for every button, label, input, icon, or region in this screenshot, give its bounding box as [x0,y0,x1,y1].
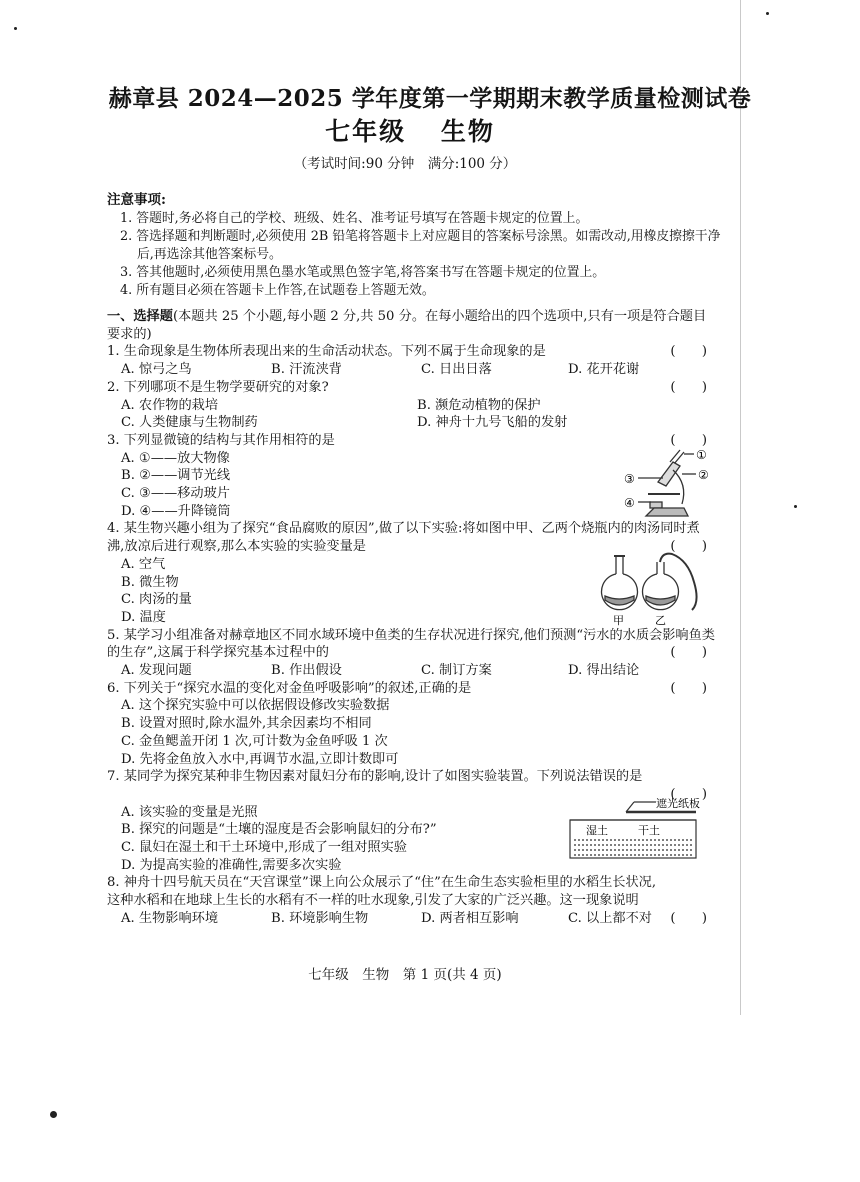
notice-item: 3. 答其他题时,必须使用黑色墨水笔或黑色签字笔,将答案书写在答题卡规定的位置上。 [120,265,606,280]
option-d: D. ④——升降镜筒 [121,503,231,519]
page-footer: 七年级 生物 第 1 页(共 4 页) [308,967,502,983]
soil-label-wet: 湿土 [586,824,608,837]
option-row [107,414,717,432]
question-stem: 7. 某同学为探究某种非生物因素对鼠妇分布的影响,设计了如图实验装置。下列说法错误的是 [107,769,643,785]
option-row [107,662,717,680]
option-row [107,910,717,928]
option-d: D. 神舟十九号飞船的发射 [417,415,568,431]
exam-title: 赫章县 2024—2025 学年度第一学期期末教学质量检测试卷 [108,85,752,112]
option-c: C. 日出日落 [421,362,492,378]
mirror [650,502,662,508]
question-stem: 5. 某学习小组准备对赫章地区不同水域环境中鱼类的生存状况进行探究,他们预测“污水的水质会影响鱼类的生存”,这属于科学探究基本过程中的 [107,627,715,661]
question-stem: 2. 下列哪项不是生物学要研究的对象? [107,379,329,395]
scan-speck [766,12,769,15]
option-c: C. 金鱼鳃盖开闭 1 次,可计数为金鱼呼吸 1 次 [121,733,388,749]
question-6 [107,680,717,769]
answer-blank: ( ) [670,432,707,448]
option-a: A. 发现问题 [121,663,192,679]
grade-subject [0,112,820,148]
label-4: ④ [624,496,635,510]
option-a: A. 这个探究实验中可以依据假设修改实验数据 [121,698,390,714]
option-a: A. 农作物的栽培 [121,397,219,413]
leader-line [626,802,634,812]
question-stem: 4. 某生物兴趣小组为了探究“食品腐败的原因”,做了以下实验:将如图中甲、乙两个烧瓶内的肉汤同时煮沸,放凉后进行观察,那么本实验的实验变量是 [107,521,700,555]
answer-blank: ( ) [670,786,707,802]
label-1: ① [696,448,707,462]
scan-speck [50,1111,57,1118]
notice-item: 1. 答题时,务必将自己的学校、班级、姓名、准考证号填写在答题卡规定的位置上。 [120,211,589,226]
option-b: B. 作出假设 [271,663,342,679]
option-a: A. 空气 [121,556,166,572]
label-3: ③ [624,472,635,486]
section-description: (本题共 25 个小题,每小题 2 分,共 50 分。在每小题给出的四个选项中,只有一项是符合题目要求的) [107,309,707,342]
option-b: B. 汗流浃背 [271,362,342,378]
section-label: 一、选择题 [107,309,173,324]
question-1 [107,343,717,378]
eyepiece-tube [670,450,680,462]
notice-heading: 注意事项: [107,192,166,208]
question-stem: 6. 下列关于“探究水温的变化对金鱼呼吸影响”的叙述,正确的是 [107,680,472,696]
broth-yi [646,596,675,605]
label-2: ② [698,468,709,482]
option-c: C. 以上都不对 [568,910,652,926]
option-c: C. 鼠妇在湿土和干土环境中,形成了一组对照实验 [121,840,407,856]
question-2 [107,379,717,432]
notice-block [107,188,727,300]
notice-item: 2. 答选择题和判断题时,必须使用 2B 铅笔将答题卡上对应题目的答案标号涂黑。如需改动,用橡皮擦擦干净后,再选涂其他答案标号。 [120,229,721,262]
soil-label-dry: 干土 [638,824,660,837]
eyepiece-tube [674,452,684,464]
exam-meta: （考试时间:90 分钟 满分:100 分） [293,156,517,172]
option-c: C. ③——移动玻片 [121,486,230,502]
option-d: D. 花开花谢 [568,362,640,378]
notice-item: 4. 所有题目必须在答题卡上作答,在试题卷上答题无效。 [120,283,435,298]
question-stem: 3. 下列显微镜的结构与其作用相符的是 [107,432,335,448]
option-d: D. 为提高实验的准确性,需要多次实验 [121,857,342,873]
section-heading [107,308,717,343]
option-c: C. 肉汤的量 [121,592,192,608]
woodlouse-setup-figure [556,798,716,862]
option-c: C. 制订方案 [421,663,492,679]
option-b: B. 微生物 [121,574,179,590]
option-d: D. 温度 [121,609,166,625]
answer-blank: ( ) [670,645,707,661]
base [646,508,688,516]
subject-label: 生物 [440,117,495,146]
option-a: A. ①——放大物像 [121,450,230,466]
question-stem: 8. 神舟十四号航天员在“天宫课堂”课上向公众展示了“住”在生命生态实验柜里的水稻生长状况,这种水稻和在地球上生长的水稻有不一样的吐水现象,引发了大家的广泛兴趣。这一现象说明 [107,875,657,909]
option-d: D. 先将金鱼放入水中,再调节水温,立即计数即可 [121,751,399,767]
option-row [107,397,717,415]
flask-figure [596,552,708,626]
scan-speck [794,505,797,508]
answer-blank: ( ) [670,379,707,395]
option-b: B. 探究的问题是“土壤的湿度是否会影响鼠妇的分布?” [121,822,437,838]
answer-blank: ( ) [670,539,707,555]
answer-blank: ( ) [670,344,707,360]
broth-jia [605,596,634,605]
option-b: B. 环境影响生物 [271,910,369,926]
option-c: C. 人类健康与生物制药 [121,415,258,431]
option-a: A. 生物影响环境 [121,910,219,926]
question-5 [107,627,717,680]
option-d: D. 得出结论 [568,663,640,679]
question-stem: 1. 生命现象是生物体所表现出来的生命活动状态。下列不属于生命现象的是 [107,344,546,360]
option-a: A. 惊弓之鸟 [121,362,192,378]
flask-label-yi: 乙 [655,614,666,626]
arm [673,470,684,504]
option-a: A. 该实验的变量是光照 [121,804,258,820]
answer-blank: ( ) [670,680,707,696]
board-label: 遮光纸板 [656,798,700,810]
microscope-figure [618,444,718,524]
option-b: B. 濒危动植物的保护 [417,397,541,413]
flask-label-jia: 甲 [613,614,624,626]
option-b: B. 设置对照时,除水温外,其余因素均不相同 [121,716,372,732]
question-8 [107,874,717,927]
scan-speck [14,27,17,30]
option-row [107,361,717,379]
grade-label: 七年级 [325,117,407,146]
option-b: B. ②——调节光线 [121,468,231,484]
answer-blank: ( ) [670,910,707,926]
option-d: D. 两者相互影响 [421,910,519,926]
